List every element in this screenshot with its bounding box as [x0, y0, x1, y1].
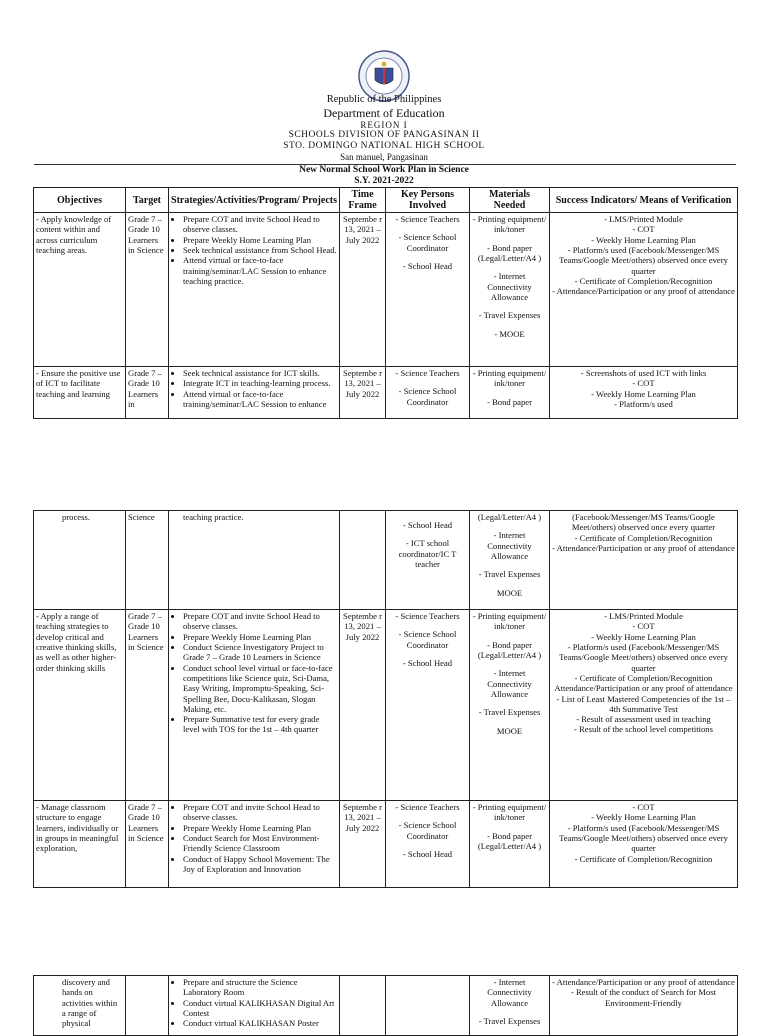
material-item: MOOE — [496, 725, 523, 736]
person-item: - ICT school coordinator/IC T teacher — [388, 538, 467, 569]
school-name: STO. DOMINGO NATIONAL HIGH SCHOOL — [283, 141, 485, 151]
person-item: - Science School Coordinator — [388, 820, 467, 841]
strategy-item: • Seek technical assistance from School Head. — [183, 245, 337, 255]
indicator-item: - Certificate of Completion/Recognition — [552, 276, 735, 286]
person-item: - Science Teachers — [388, 802, 467, 812]
indicator-item: - Platform/s used (Facebook/Messenger/MS Teams/Google Meet/others) observed once every quarter — [552, 823, 735, 854]
strategy-item: • Seek technical assistance for ICT skills. — [183, 368, 337, 378]
col-time-frame: Time Frame — [340, 188, 386, 213]
strategy-item: • Attend virtual or face-to-face training/seminar/LAC Session to enhance — [183, 389, 337, 410]
col-strategies: Strategies/Activities/Program/ Projects — [169, 188, 340, 213]
person-item: - Science Teachers — [388, 214, 467, 224]
strategy-item: • Conduct school level virtual or face-to-face competitions like Science quiz, Sci-Dama, Easy Writing, Impromptu-Speaking, Sci-Spelling Bee, Docu-Kalikasan, Slogan Making, etc. — [183, 663, 337, 715]
strategy-item: • Prepare Weekly Home Learning Plan — [183, 632, 337, 642]
person-item: - School Head — [388, 658, 467, 668]
target-text: Science — [126, 511, 169, 610]
objective-text: Manage classroom structure to engage learners, individually or in groups in meaningful exploration, — [36, 802, 119, 854]
indicator-item: - Result of the school level competitions — [552, 724, 735, 734]
table-row — [34, 801, 738, 888]
strategy-item: • Prepare and structure the Science Laboratory Room — [183, 977, 337, 998]
material-item: - Internet Connectivity Allowance — [472, 668, 547, 699]
indicator-item: - Platform/s used (Facebook/Messenger/MS Teams/Google Meet/others) observed once every quarter — [552, 642, 735, 673]
strategy-item: • Conduct Search for Most Environment-Friendly Science Classroom — [183, 833, 337, 854]
person-item: - School Head — [388, 261, 467, 271]
col-objectives: Objectives — [34, 188, 126, 213]
indicator-item: - COT — [552, 802, 735, 812]
material-item: - Printing equipment/ ink/toner — [472, 802, 547, 823]
material-item: - Bond paper (Legal/Letter/A4 ) — [472, 243, 547, 264]
material-item: - Bond paper (Legal/Letter/A4 ) — [472, 640, 547, 661]
work-plan-table-page-3 — [33, 975, 738, 1036]
strategy-item: • Prepare COT and invite School Head to observe classes. — [183, 214, 337, 235]
work-plan-table-page-2 — [33, 510, 738, 888]
school-year: S.Y. 2021-2022 — [354, 176, 414, 186]
person-item: - Science Teachers — [388, 368, 467, 378]
indicator-item: - Weekly Home Learning Plan — [552, 812, 735, 822]
indicator-item: - Platform/s used (Facebook/Messenger/MS Teams/Google Meet/others) observed once every quarter — [552, 245, 735, 276]
strategy-item: • Attend virtual or face-to-face training/seminar/LAC Session to enhance teaching practice. — [183, 255, 337, 286]
material-item: - Bond paper (Legal/Letter/A4 ) — [472, 831, 547, 852]
material-item: - Bond paper — [472, 397, 547, 407]
indicator-item: - Screenshots of used ICT with links — [552, 368, 735, 378]
table-row — [34, 213, 738, 367]
col-key-persons: Key Persons Involved — [386, 188, 470, 213]
school-location: San manuel, Pangasinan — [340, 152, 428, 162]
person-item: - Science Teachers — [388, 611, 467, 621]
strategy-item: • Conduct virtual KALIKHASAN Digital Art Contest — [183, 998, 337, 1019]
region-line: REGION I — [360, 120, 408, 130]
table-row — [34, 976, 738, 1036]
time-frame-text: Septembe r 13, 2021 – July 2022 — [340, 213, 386, 367]
material-item: - MOOE — [472, 329, 547, 339]
strategy-item: • Conduct Science Investigatory Project to Grade 7 – Grade 10 Learners in Science — [183, 642, 337, 663]
objective-text: discovery and hands on activities within a range of physical — [34, 976, 126, 1036]
republic-line: Republic of the Philippines — [326, 94, 442, 105]
strategy-item: • Conduct virtual KALIKHASAN Poster — [183, 1018, 337, 1028]
work-plan-table-page-1 — [33, 187, 738, 419]
indicator-item: - Attendance/Participation or any proof of attendance — [552, 977, 735, 987]
indicator-item: - Certificate of Completion/Recognition — [552, 533, 735, 543]
strategy-item: • Prepare COT and invite School Head to observe classes. — [183, 611, 337, 632]
indicator-item: - LMS/Printed Module — [552, 611, 735, 621]
department-line: Department of Education — [323, 106, 445, 120]
indicator-item: (Facebook/Messenger/MS Teams/Google Meet/others) observed once every quarter — [571, 512, 716, 533]
indicator-item: - Attendance/Participation or any proof of attendance — [552, 543, 735, 553]
indicator-item: - LMS/Printed Module — [552, 214, 735, 224]
indicator-item: - Certificate of Completion/Recognition — [552, 854, 735, 864]
person-item: - Science School Coordinator — [388, 232, 467, 253]
objective-text: Ensure the positive use of ICT to facilitate teaching and learning — [36, 368, 121, 399]
objective-text: Apply knowledge of content within and across curriculum teaching areas. — [36, 214, 112, 255]
table-row — [34, 511, 738, 610]
target-text: Grade 7 – Grade 10 Learners in — [126, 367, 169, 419]
table-header-row — [34, 188, 738, 213]
material-item: - Printing equipment/ ink/toner — [472, 368, 547, 389]
time-frame-text: Septembe r 13, 2021 – July 2022 — [340, 367, 386, 419]
person-item: - School Head — [388, 520, 467, 530]
table-row — [34, 367, 738, 419]
indicator-item: - Result of assessment used in teaching — [552, 714, 735, 724]
strategy-item: • Prepare Weekly Home Learning Plan — [183, 235, 337, 245]
indicator-item: - COT — [552, 378, 735, 388]
material-item: - Printing equipment/ ink/toner — [472, 611, 547, 632]
indicator-item: - List of Least Mastered Competencies of the 1st – 4th Summative Test — [552, 694, 735, 715]
target-text: Grade 7 – Grade 10 Learners in Science — [126, 801, 169, 888]
material-item: - Internet Connectivity Allowance — [472, 530, 547, 561]
objective-text: process. — [34, 511, 126, 610]
col-indicators: Success Indicators/ Means of Verification — [550, 188, 738, 213]
strategy-item: teaching practice. — [169, 511, 340, 610]
person-item: - School Head — [388, 849, 467, 859]
target-text: Grade 7 – Grade 10 Learners in Science — [126, 610, 169, 801]
material-item: - Travel Expenses — [472, 707, 547, 717]
division-line: SCHOOLS DIVISION OF PANGASINAN II — [288, 130, 480, 140]
strategy-item: • Conduct of Happy School Movement: The Joy of Exploration and Innovation — [183, 854, 337, 875]
target-text: Grade 7 – Grade 10 Learners in Science — [126, 213, 169, 367]
material-item: - Printing equipment/ ink/toner — [472, 214, 547, 235]
material-item: MOOE — [496, 587, 523, 598]
person-item: - Science School Coordinator — [388, 386, 467, 407]
material-item: - Travel Expenses — [472, 1016, 547, 1026]
indicator-item: - Result of the conduct of Search for Most Environment-Friendly — [552, 987, 735, 1008]
person-item: - Science School Coordinator — [388, 629, 467, 650]
indicator-item: - Weekly Home Learning Plan — [552, 632, 735, 642]
material-item: - Travel Expenses — [472, 310, 547, 320]
material-item: - Internet Connectivity Allowance — [472, 271, 547, 302]
material-item: - Internet Connectivity Allowance — [472, 977, 547, 1008]
objective-text: Apply a range of teaching strategies to develop critical and creative thinking skills, as well as other higher-order thinking skills — [36, 611, 117, 673]
indicator-item: - Certificate of Completion/Recognition Attendance/Participation or any proof of attendance — [552, 673, 735, 694]
strategy-item: • Prepare Weekly Home Learning Plan — [183, 823, 337, 833]
document-title: New Normal School Work Plan in Science — [299, 165, 469, 175]
time-frame-text: Septembe r 13, 2021 – July 2022 — [340, 801, 386, 888]
material-item: (Legal/Letter/A4 ) — [477, 512, 542, 522]
strategy-item: • Prepare COT and invite School Head to observe classes. — [183, 802, 337, 823]
strategy-item: • Integrate ICT in teaching-learning process. — [183, 378, 337, 388]
indicator-item: - COT — [552, 621, 735, 631]
indicator-item: - Platform/s used — [552, 399, 735, 409]
col-target: Target — [126, 188, 169, 213]
strategy-item: • Prepare Summative test for every grade level with TOS for the 1st – 4th quarter — [183, 714, 337, 735]
indicator-item: - Weekly Home Learning Plan — [552, 235, 735, 245]
material-item: - Travel Expenses — [472, 569, 547, 579]
time-frame-text: Septembe r 13, 2021 – July 2022 — [340, 610, 386, 801]
indicator-item: - Attendance/Participation or any proof of attendance — [552, 286, 735, 296]
indicator-item: - COT — [552, 224, 735, 234]
table-row — [34, 610, 738, 801]
col-materials: Materials Needed — [470, 188, 550, 213]
indicator-item: - Weekly Home Learning Plan — [552, 389, 735, 399]
